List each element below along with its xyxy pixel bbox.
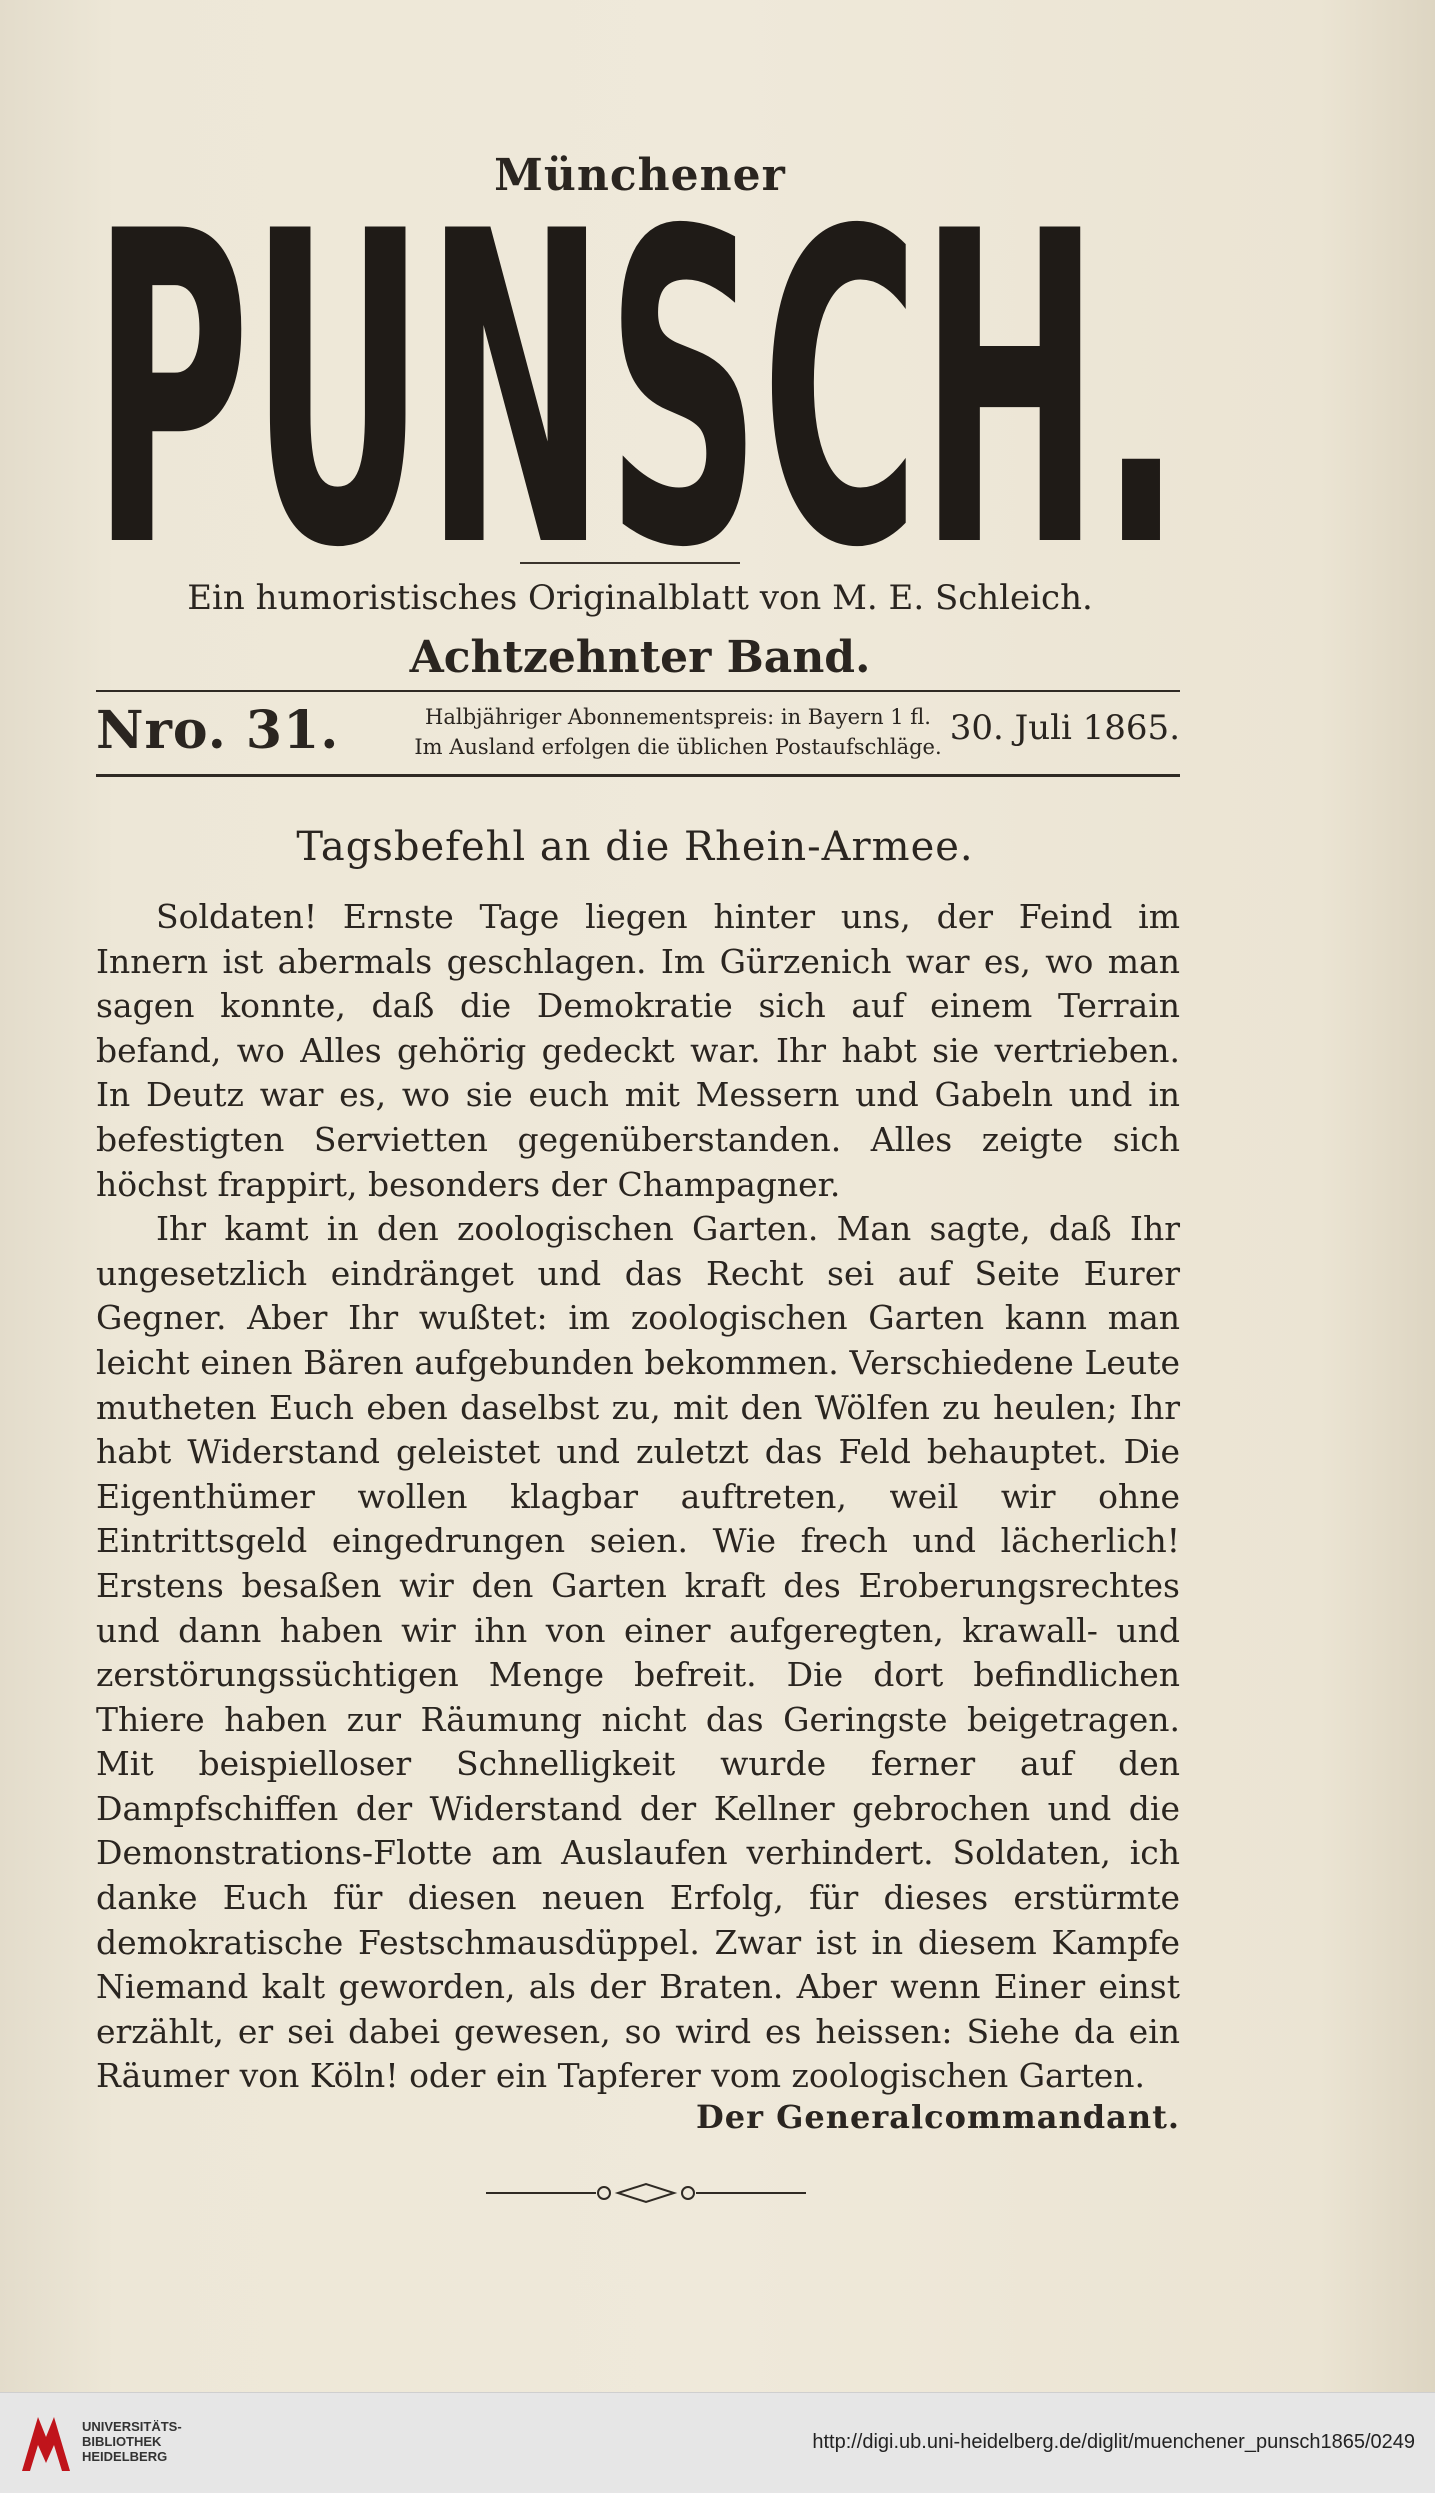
source-url-link[interactable]: http://digi.ub.uni-heidelberg.de/diglit/muenchener_punsch1865/0249 [812, 2431, 1415, 2453]
issue-top-rule [96, 690, 1180, 692]
library-footer [0, 2392, 1435, 2493]
ornament-divider [486, 2178, 806, 2208]
article-paragraph: Ihr kamt in den zoologischen Garten. Man sagte, daß Ihr ungesetzlich eindränget und das Recht sei auf Seite Eurer Gegner. Aber Ihr wußtet: im zoologischen Garten kann man leicht einen Bären aufgebunden bekommen. Verschiedene Leute mutheten Euch eben daselbst zu, mit den Wölfen zu heulen; Ihr habt Widerstand geleistet und zuletzt das Feld behauptet. Die Eigenthümer wollen klagbar auftreten, weil wir ohne Eintrittsgeld eingedrungen seien. Wie frech und lächerlich! Erstens besaßen wir den Garten kraft des Eroberungsrechtes und dann haben wir ihn von einer aufgeregten, krawall- und zerstörungssüchtigen Menge befreit. Die dort befindlichen Thiere haben zur Räumung nicht das Geringste beigetragen. Mit beispielloser Schnelligkeit wurde ferner auf den Dampfschiffen der Widerstand der Kellner gebrochen und die Demonstrations-Flotte am Auslaufen verhindert. Soldaten, ich danke Euch für diesen neuen Erfolg, für dieses erstürmte demokratische Festschmausdüppel. Zwar ist in diesem Kampfe Niemand kalt geworden, als der Braten. Aber wenn Einer einst erzählt, er sei dabei gewesen, so wird es heissen: Siehe da ein Räumer von Köln! oder ein Tapferer vom zoologischen Garten. [96, 1209, 1180, 2096]
issue-number: Nro. 31. [96, 700, 340, 761]
library-name: UNIVERSITÄTS- BIBLIOTHEK HEIDELBERG [82, 2419, 182, 2464]
article-title: Tagsbefehl an die Rhein-Armee. [296, 824, 974, 870]
article-paragraph: Soldaten! Ernste Tage liegen hinter uns, der Feind im Innern ist abermals geschlagen. Im Gürzenich war es, wo man sagen konnte, daß die Demokratie sich auf einem Terrain befand, wo Alles gehörig gedeckt war. Ihr habt sie vertrieben. In Deutz war es, wo sie euch mit Messern und Gabeln und in befestigten Servietten gegenüberstanden. Alles zeigte sich höchst frappirt, besonders der Champagner. [96, 897, 1180, 1204]
subscription-info [328, 702, 1028, 762]
masthead-title [92, 210, 1182, 555]
article-body [96, 895, 1180, 2099]
masthead-title-text: PUNSCH. [92, 210, 1182, 555]
abroad-line: Im Ausland erfolgen die üblichen Postaufschläge. [414, 735, 942, 759]
volume-label: Achtzehnter Band. [409, 632, 871, 683]
issue-date: 30. Juli 1865. [949, 708, 1180, 748]
library-logo-icon [18, 2411, 74, 2475]
masthead-prefix: Münchener [494, 150, 786, 201]
issue-info-row [96, 700, 1180, 772]
article-signature: Der Generalcommandant. [695, 2098, 1180, 2136]
subscription-line: Halbjähriger Abonnementspreis: in Bayern 1 fl. [425, 705, 931, 729]
short-divider [520, 562, 740, 564]
byline: Ein humoristisches Originalblatt von M. E. Schleich. [187, 578, 1093, 618]
issue-bottom-rule [96, 774, 1180, 777]
